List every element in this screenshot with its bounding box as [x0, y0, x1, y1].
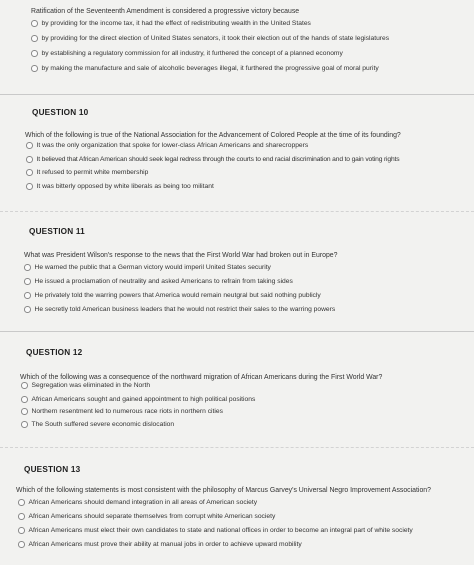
radio-button[interactable] — [18, 499, 25, 506]
radio-button[interactable] — [24, 306, 31, 313]
q9-option-1[interactable]: by providing for the income tax, it had the effect of redistributing wealth in the United States — [31, 20, 311, 27]
q10-option-2[interactable]: It believed that African American should seek legal redress through the courts to end racial discrimination and to gain voting rights — [26, 156, 399, 163]
question-13-stem: Which of the following statements is most consistent with the philosophy of Marcus Garvey's Universal Negro Improvement Association? — [16, 487, 431, 494]
q9-option-3[interactable]: by establishing a regulatory commission for all industry, it furthered the concept of a planned economy — [31, 50, 343, 57]
radio-button[interactable] — [24, 278, 31, 285]
radio-button[interactable] — [21, 382, 28, 389]
question-12-title: QUESTION 12 — [26, 348, 83, 357]
q11-option-4[interactable]: He secretly told American business leaders that he would not restrict their sales to the warring powers — [24, 306, 335, 313]
q10-option-1[interactable]: It was the only organization that spoke for lower-class African Americans and sharecroppers — [26, 142, 308, 149]
question-10-stem: Which of the following is true of the National Association for the Advancement of Colored People at the time of its founding? — [25, 132, 401, 139]
q11-option-2[interactable]: He issued a proclamation of neutrality and asked Americans to refrain from taking sides — [24, 278, 293, 285]
radio-button[interactable] — [31, 35, 38, 42]
divider — [0, 447, 474, 448]
radio-button[interactable] — [26, 142, 33, 149]
divider — [0, 331, 474, 332]
divider — [0, 211, 474, 212]
q10-option-4[interactable]: It was bitterly opposed by white liberals as being too militant — [26, 183, 214, 190]
radio-button[interactable] — [24, 264, 31, 271]
q13-option-3[interactable]: African Americans must elect their own candidates to state and national offices in order to become an integral part of white society — [18, 527, 413, 534]
radio-button[interactable] — [21, 421, 28, 428]
q12-option-1[interactable]: Segregation was eliminated in the North — [21, 382, 150, 389]
q13-option-1[interactable]: African Americans should demand integration in all areas of American society — [18, 499, 257, 506]
radio-button[interactable] — [31, 20, 38, 27]
radio-button[interactable] — [21, 408, 28, 415]
q11-option-1[interactable]: He warned the public that a German victory would imperil United States security — [24, 264, 271, 271]
radio-button[interactable] — [31, 50, 38, 57]
question-11-title: QUESTION 11 — [29, 227, 85, 236]
question-9-stem: Ratification of the Seventeenth Amendment is considered a progressive victory because — [31, 8, 300, 15]
q9-option-2[interactable]: by providing for the direct election of United States senators, it took their election out of the hands of state legislatures — [31, 35, 389, 42]
radio-button[interactable] — [18, 527, 25, 534]
q12-option-3[interactable]: Northern resentment led to numerous race riots in northern cities — [21, 408, 223, 415]
radio-button[interactable] — [21, 396, 28, 403]
divider — [0, 94, 474, 95]
q11-option-3[interactable]: He privately told the warring powers that America would remain neutgral but said nothing publicly — [24, 292, 321, 299]
question-12-stem: Which of the following was a consequence of the northward migration of African Americans during the First World War? — [20, 374, 383, 381]
radio-button[interactable] — [18, 513, 25, 520]
question-10-title: QUESTION 10 — [32, 108, 89, 117]
radio-button[interactable] — [26, 156, 33, 163]
q9-option-4[interactable]: by making the manufacture and sale of alcoholic beverages illegal, it furthered the progressive goal of moral purity — [31, 65, 379, 72]
q13-option-4[interactable]: African Americans must prove their ability at manual jobs in order to achieve upward mobility — [18, 541, 302, 548]
q12-option-4[interactable]: The South suffered severe economic dislocation — [21, 421, 174, 428]
radio-button[interactable] — [18, 541, 25, 548]
q13-option-2[interactable]: African Americans should separate themselves from corrupt white American society — [18, 513, 275, 520]
q10-option-3[interactable]: It refused to permit white membership — [26, 169, 148, 176]
q12-option-2[interactable]: African Americans sought and gained appointment to high political positions — [21, 396, 255, 403]
radio-button[interactable] — [26, 169, 33, 176]
question-11-stem: What was President Wilson's response to the news that the First World War had broken out in Europe? — [24, 252, 338, 259]
radio-button[interactable] — [31, 65, 38, 72]
radio-button[interactable] — [26, 183, 33, 190]
radio-button[interactable] — [24, 292, 31, 299]
question-13-title: QUESTION 13 — [24, 465, 81, 474]
